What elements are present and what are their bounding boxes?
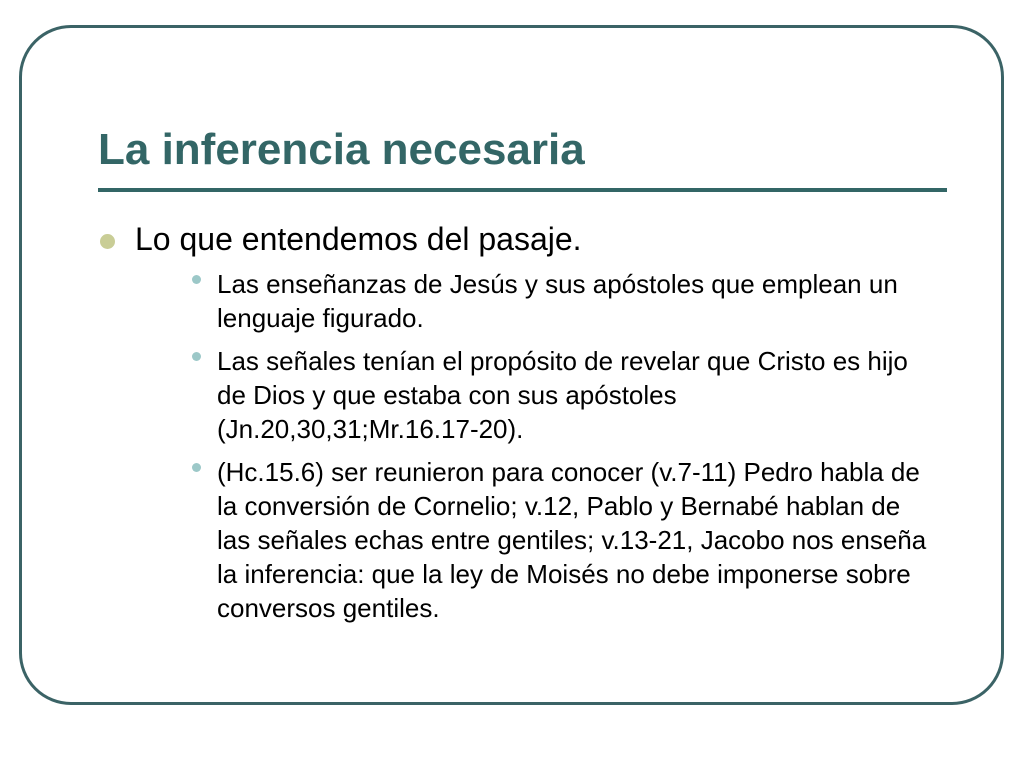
bullet-item bbox=[98, 219, 938, 625]
title-underline bbox=[98, 188, 947, 192]
bullet-dot-icon bbox=[100, 234, 115, 249]
sub-bullet-text: Las enseñanzas de Jesús y sus apóstoles que emplean un lenguaje figurado. bbox=[217, 269, 898, 333]
sub-bullet-dot-icon bbox=[192, 463, 201, 472]
sub-bullet-item bbox=[178, 344, 938, 446]
sub-bullet-text: (Hc.15.6) ser reunieron para conocer (v.7-11) Pedro habla de la conversión de Cornelio; v.12, Pablo y Bernabé hablan de las señales echas entre gentiles; v.13-21, Jacobo nos enseña la inferencia: que la ley de Moisés no debe imponerse sobre conversos gentiles. bbox=[217, 457, 927, 623]
sub-bullet-text: Las señales tenían el propósito de revelar que Cristo es hijo de Dios y que estaba con sus apóstoles (Jn.20,30,31;Mr.16.17-20). bbox=[217, 346, 908, 444]
slide-title: La inferencia necesaria bbox=[98, 125, 585, 174]
sub-bullet-list bbox=[135, 267, 938, 625]
bullet-list bbox=[98, 219, 938, 634]
sub-bullet-dot-icon bbox=[192, 352, 201, 361]
sub-bullet-dot-icon bbox=[192, 275, 201, 284]
bullet-text: Lo que entendemos del pasaje. bbox=[135, 221, 582, 257]
sub-bullet-item bbox=[178, 455, 938, 625]
sub-bullet-item bbox=[178, 267, 938, 335]
